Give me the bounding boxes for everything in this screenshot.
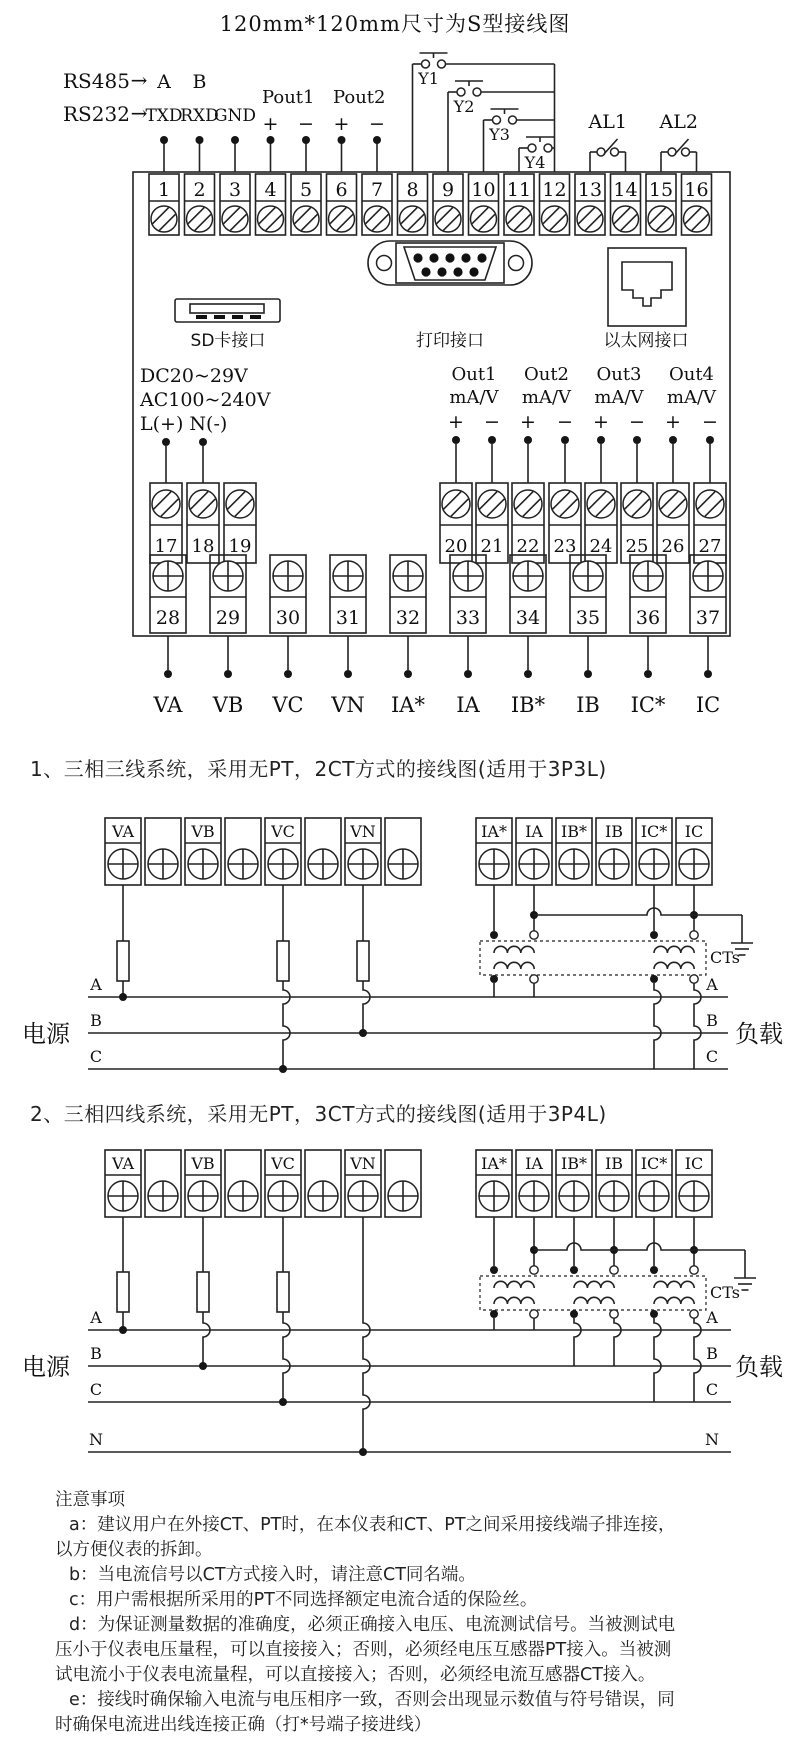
power-spec-line: AC100~240V <box>140 389 271 411</box>
terminal-number: 20 <box>444 536 468 557</box>
flat-screw-icon <box>226 490 254 518</box>
phase-label: B <box>90 1344 102 1363</box>
terminal-number: 15 <box>648 179 674 201</box>
measure-terminal-label: IA* <box>391 693 425 717</box>
wire-path <box>614 1318 621 1366</box>
junction-dot <box>119 1326 127 1334</box>
junction-dot <box>650 1310 658 1318</box>
flat-screw-icon <box>222 206 248 232</box>
rj45-ethernet-icon <box>608 248 686 326</box>
terminal-number: 27 <box>698 536 722 557</box>
measure-terminal-label: IC <box>695 693 721 717</box>
junction-dot <box>570 1310 578 1318</box>
phase-label: B <box>90 1011 102 1030</box>
terminal-label: IC* <box>640 822 668 841</box>
terminal-number: 33 <box>455 607 481 629</box>
terminal-label: IA <box>525 822 543 841</box>
flat-screw-icon <box>189 490 217 518</box>
analog-out-unit: mA/V <box>521 387 572 408</box>
sd-card-icon <box>196 315 207 319</box>
flat-screw-icon <box>400 206 426 232</box>
measure-terminal-label: IB* <box>510 693 546 717</box>
digital-input-label: Y3 <box>489 125 510 144</box>
phase-label: A <box>706 1308 718 1327</box>
junction-dot <box>650 975 658 983</box>
flat-screw-icon <box>435 206 461 232</box>
ct-coil-icon <box>574 1281 614 1288</box>
wire-path <box>363 981 370 1033</box>
phase-label: C <box>89 1380 103 1399</box>
measure-terminal-label: VA <box>153 693 183 717</box>
terminal-number: 7 <box>370 179 384 201</box>
junction-dot <box>196 136 204 144</box>
out-pin-label: − <box>484 411 500 433</box>
junction-dot <box>704 670 712 678</box>
terminal-label: IC <box>684 1154 704 1173</box>
terminal-number: 18 <box>191 536 215 557</box>
ct-polarity-circle <box>530 931 538 939</box>
ct-coil-icon <box>654 1297 694 1304</box>
db9-pin <box>413 253 422 262</box>
rs232-pin-label: GND <box>213 106 257 126</box>
sd-card-icon <box>250 315 261 319</box>
note-line: e：接线时确保输入电流与电压相序一致，否则会出现显示数值与符号错误，同 <box>69 1690 675 1710</box>
terminal-label: VA <box>111 822 135 841</box>
phase-label: C <box>89 1047 103 1066</box>
measure-terminal-label: VN <box>331 693 365 717</box>
wire-path <box>363 1217 370 1452</box>
out-pin-label: + <box>448 411 464 433</box>
page-title: 120mm*120mm尺寸为S型接线图 <box>219 12 571 36</box>
flat-screw-icon <box>258 206 284 232</box>
secondary-common-wire <box>534 908 742 915</box>
pout-label: Pout2 <box>333 87 386 108</box>
terminal-label: VN <box>350 1154 376 1173</box>
rs485-pin-label: A <box>157 71 171 93</box>
notes-lines <box>55 1513 760 1738</box>
section-1-heading: 1、三相三线系统，采用无PT，2CT方式的接线图(适用于3P3L) <box>30 757 607 781</box>
terminal-number: 21 <box>480 536 504 557</box>
relay-contact <box>597 148 605 156</box>
terminal-label: IA* <box>481 822 507 841</box>
junction-dot <box>452 436 460 444</box>
source-label: 电源 <box>22 1020 70 1048</box>
phase-label: A <box>90 1308 102 1327</box>
ct-coil-icon <box>654 1281 694 1288</box>
terminal-label: IB <box>604 1154 624 1173</box>
note-line: a：建议用户在外接CT、PT时，在本仪表和CT、PT之间采用接线端子排连接， <box>69 1515 676 1535</box>
junction-dot <box>373 136 381 144</box>
note-line: d：为保证测量数据的准确度，必须正确接入电压、电流测试信号。当被测试电 <box>69 1615 676 1635</box>
ct-coil-icon <box>574 1297 614 1304</box>
ct-polarity-circle <box>690 1310 698 1318</box>
terminal-label: IB <box>604 822 624 841</box>
terminal-label: VA <box>111 1154 135 1173</box>
flat-screw-icon <box>506 206 532 232</box>
out-pin-label: − <box>557 411 573 433</box>
rj45-ethernet-icon <box>622 262 672 306</box>
junction-dot <box>164 670 172 678</box>
terminal-number: 13 <box>577 179 603 201</box>
flat-screw-icon <box>329 206 355 232</box>
out-pin-label: + <box>520 411 536 433</box>
terminal-number: 19 <box>228 536 252 557</box>
flat-screw-icon <box>471 206 497 232</box>
junction-dot <box>570 1266 578 1274</box>
junction-dot <box>162 438 170 446</box>
terminal-number: 32 <box>395 607 421 629</box>
db9-mount-hole <box>377 256 392 271</box>
out-pin-label: + <box>593 411 609 433</box>
db9-mount-hole <box>509 256 524 271</box>
rear-panel-diagram <box>63 53 730 717</box>
fuse-icon <box>117 1272 129 1312</box>
terminal-label: VB <box>191 822 215 841</box>
pout-pin-label: − <box>369 113 385 135</box>
junction-dot <box>644 670 652 678</box>
junction-dot <box>404 670 412 678</box>
alarm-relay-label: AL2 <box>659 111 698 133</box>
ct-coil-icon <box>494 946 534 953</box>
flat-screw-icon <box>152 490 180 518</box>
section-2-heading: 2、三相四线系统，采用无PT，3CT方式的接线图(适用于3P4L) <box>30 1102 607 1126</box>
ct-polarity-circle <box>530 975 538 983</box>
terminal-label: IB* <box>560 1154 588 1173</box>
analog-out-unit: mA/V <box>666 387 717 408</box>
button-contact <box>438 60 446 68</box>
terminal-label: VC <box>271 822 295 841</box>
flat-screw-icon <box>648 206 674 232</box>
button-contact <box>422 60 430 68</box>
alarm-relay-label: AL1 <box>588 111 627 133</box>
wire-path <box>574 1318 581 1366</box>
sd-card-icon <box>232 315 243 319</box>
pout-label: Pout1 <box>262 87 315 108</box>
junction-dot <box>464 670 472 678</box>
flat-screw-icon <box>364 206 390 232</box>
junction-dot <box>597 436 605 444</box>
fuse-icon <box>197 1272 209 1312</box>
ct-polarity-circle <box>690 931 698 939</box>
wire-path <box>283 981 290 1069</box>
measure-terminal-label: VB <box>212 693 244 717</box>
terminal-number: 24 <box>589 536 613 557</box>
phase-label: B <box>706 1011 718 1030</box>
button-contact <box>493 116 501 124</box>
sd-card-icon <box>214 315 225 319</box>
pout-pin-label: + <box>333 113 350 135</box>
note-line: 压小于仪表电压量程，可以直接接入；否则，必须经电压互感器PT接入。当被测 <box>55 1640 672 1660</box>
rs485-label: RS485 <box>63 69 130 93</box>
flat-screw-icon <box>577 206 603 232</box>
terminal-number: 11 <box>506 179 532 201</box>
sd-card-icon <box>190 304 264 313</box>
terminal-number: 5 <box>299 179 313 201</box>
ct-polarity-circle <box>530 1266 538 1274</box>
note-line: 以方便仪表的拆卸。 <box>55 1540 213 1560</box>
ct-coil-icon <box>494 1297 534 1304</box>
phase-label: A <box>90 975 102 994</box>
phase-label: N <box>705 1430 719 1449</box>
ct-polarity-circle <box>530 1310 538 1318</box>
button-contact <box>544 144 552 152</box>
flat-screw-icon <box>514 490 542 518</box>
flat-screw-icon <box>478 490 506 518</box>
rs232-label: RS232 <box>63 102 130 126</box>
measure-terminal-label: IC* <box>630 693 666 717</box>
db9-pin <box>461 253 470 262</box>
terminal-number: 1 <box>157 179 171 201</box>
note-line: 试电流小于仪表电流量程，可以直接接入；否则，必须经电流互感器CT接入。 <box>55 1665 656 1685</box>
junction-dot <box>490 975 498 983</box>
flat-screw-icon <box>613 206 639 232</box>
digital-input-label: Y4 <box>524 153 546 172</box>
terminal-number: 31 <box>335 607 361 629</box>
terminal-number: 14 <box>613 179 638 201</box>
phase-label: A <box>706 975 718 994</box>
junction-dot <box>231 136 239 144</box>
terminal-number: 28 <box>155 607 181 629</box>
ct-polarity-circle <box>690 975 698 983</box>
ethernet-port-label: 以太网接口 <box>603 331 689 351</box>
junction-dot <box>302 136 310 144</box>
junction-dot <box>344 670 352 678</box>
analog-out-label: Out3 <box>596 364 642 385</box>
terminal-number: 10 <box>471 179 496 201</box>
junction-dot <box>584 670 592 678</box>
db9-pin <box>445 253 454 262</box>
fuse-icon <box>277 941 289 981</box>
sd-card-label: SD卡接口 <box>190 331 266 351</box>
note-line: 时确保电流进出线连接正确（打*号端子接进线） <box>55 1715 432 1735</box>
junction-dot <box>160 136 168 144</box>
junction-dot <box>279 1065 287 1073</box>
notes-title: 注意事项 <box>55 1490 125 1510</box>
relay-contact <box>611 148 619 156</box>
terminal-number: 30 <box>275 607 301 629</box>
terminal-label: IB* <box>560 822 588 841</box>
pout-pin-label: − <box>298 113 314 135</box>
ct-group-label: CTs <box>710 948 740 967</box>
junction-dot <box>199 1362 207 1370</box>
digital-input-label: Y2 <box>453 97 475 116</box>
load-label: 负载 <box>735 1353 783 1381</box>
terminal-number: 36 <box>635 607 661 629</box>
button-contact <box>528 144 536 152</box>
terminal-number: 3 <box>228 179 242 201</box>
flat-screw-icon <box>551 490 579 518</box>
junction-dot <box>524 436 532 444</box>
terminal-number: 2 <box>193 179 206 201</box>
source-label: 电源 <box>22 1353 70 1381</box>
analog-out-label: Out1 <box>451 364 497 385</box>
phase-label: N <box>89 1430 103 1449</box>
ct-polarity-circle <box>610 1266 618 1274</box>
junction-dot <box>669 436 677 444</box>
fuse-icon <box>357 941 369 981</box>
analog-out-unit: mA/V <box>449 387 499 408</box>
button-contact <box>509 116 517 124</box>
terminal-number: 26 <box>661 536 685 557</box>
db9-pin <box>437 267 446 276</box>
junction-dot <box>706 436 714 444</box>
ct-coil-icon <box>654 946 694 953</box>
terminal-number: 8 <box>406 179 419 201</box>
power-spec-line: DC20~29V <box>140 365 248 387</box>
ct-coil-icon <box>494 962 534 969</box>
terminal-label: VN <box>350 822 376 841</box>
measure-terminal-label: VC <box>272 693 304 717</box>
terminal-number: 34 <box>515 607 541 629</box>
ct-polarity-circle <box>610 1310 618 1318</box>
arrow-icon: → <box>130 101 148 125</box>
terminal-number: 23 <box>553 536 577 557</box>
digital-input-label: Y1 <box>418 69 439 88</box>
junction-dot <box>199 438 207 446</box>
analog-out-unit: mA/V <box>594 387 644 408</box>
junction-dot <box>284 670 292 678</box>
ct-coil-icon <box>654 962 694 969</box>
phase-label: C <box>705 1380 719 1399</box>
rs485-pin-label: B <box>192 71 207 93</box>
terminal-label: IC* <box>640 1154 668 1173</box>
terminal-number: 12 <box>542 179 567 201</box>
out-pin-label: − <box>702 411 718 433</box>
db9-pin <box>421 267 430 276</box>
terminal-number: 25 <box>625 536 649 557</box>
terminal-number: 9 <box>441 179 455 201</box>
flat-screw-icon <box>293 206 319 232</box>
flat-screw-icon <box>659 490 687 518</box>
power-spec-line: L(+) N(-) <box>140 413 228 435</box>
fuse-icon <box>277 1272 289 1312</box>
note-line: c：用户需根据所采用的PT不同选择额定电流合适的保险丝。 <box>69 1590 538 1610</box>
notes-section <box>55 1488 760 1738</box>
wire-path <box>203 1312 210 1366</box>
flat-screw-icon <box>623 490 651 518</box>
flat-screw-icon <box>587 490 615 518</box>
pout-pin-label: + <box>262 113 279 135</box>
junction-dot <box>524 670 532 678</box>
terminal-number: 17 <box>154 536 178 557</box>
junction-dot <box>279 1398 287 1406</box>
note-line: b：当电流信号以CT方式接入时，请注意CT同名端。 <box>69 1565 476 1585</box>
db9-pin <box>477 253 486 262</box>
junction-dot <box>359 1448 367 1456</box>
db9-pin <box>453 267 462 276</box>
terminal-label: IC <box>684 822 704 841</box>
junction-dot <box>488 436 496 444</box>
out-pin-label: − <box>629 411 645 433</box>
terminal-number: 37 <box>695 607 721 629</box>
db9-printer-icon <box>396 243 504 283</box>
flat-screw-icon <box>187 206 213 232</box>
terminal-number: 35 <box>575 607 601 629</box>
wire-path <box>694 983 701 1069</box>
junction-dot <box>224 670 232 678</box>
junction-dot <box>650 931 658 939</box>
junction-dot <box>490 931 498 939</box>
junction-dot <box>633 436 641 444</box>
relay-contact <box>682 148 690 156</box>
arrow-icon: → <box>130 68 148 92</box>
diagram-3p3l <box>22 818 783 1073</box>
ct-group-label: CTs <box>710 1283 740 1302</box>
junction-dot <box>490 1310 498 1318</box>
junction-dot <box>338 136 346 144</box>
terminal-number: 16 <box>684 179 709 201</box>
junction-dot <box>561 436 569 444</box>
phase-label: B <box>706 1344 718 1363</box>
rs232-pin-label: RXD <box>180 106 219 126</box>
flat-screw-icon <box>442 490 470 518</box>
measure-terminal-label: IB <box>576 693 600 717</box>
terminal-number: 4 <box>264 179 277 201</box>
rs232-pin-label: TXD <box>145 106 183 126</box>
analog-out-label: Out2 <box>523 364 570 385</box>
db9-pin <box>429 253 438 262</box>
wire-path <box>654 983 661 1069</box>
flat-screw-icon <box>696 490 724 518</box>
printer-port-label: 打印接口 <box>416 331 484 351</box>
load-label: 负载 <box>735 1020 783 1048</box>
relay-contact <box>668 148 676 156</box>
phase-label: C <box>705 1047 719 1066</box>
terminal-number: 29 <box>215 607 241 629</box>
junction-dot <box>490 1266 498 1274</box>
terminal-label: VB <box>191 1154 215 1173</box>
terminal-label: VC <box>271 1154 295 1173</box>
junction-dot <box>359 1029 367 1037</box>
junction-dot <box>119 993 127 1001</box>
terminal-number: 22 <box>516 536 540 557</box>
db9-printer-icon <box>404 247 496 280</box>
wire-path <box>283 1312 290 1402</box>
secondary-common-wire <box>534 1243 745 1250</box>
out-pin-label: + <box>665 411 681 433</box>
ct-polarity-circle <box>690 1266 698 1274</box>
button-contact <box>473 88 481 96</box>
db9-pin <box>469 267 478 276</box>
junction-dot <box>650 1266 658 1274</box>
diagram-3p4l <box>22 1150 783 1456</box>
flat-screw-icon <box>151 206 177 232</box>
flat-screw-icon <box>542 206 568 232</box>
ct-coil-icon <box>494 1281 534 1288</box>
fuse-icon <box>117 941 129 981</box>
analog-out-label: Out4 <box>668 364 715 385</box>
measure-terminal-label: IA <box>456 693 480 717</box>
button-contact <box>457 88 465 96</box>
terminal-label: IA <box>525 1154 543 1173</box>
junction-dot <box>267 136 275 144</box>
flat-screw-icon <box>684 206 710 232</box>
terminal-label: IA* <box>481 1154 507 1173</box>
terminal-number: 6 <box>335 179 348 201</box>
